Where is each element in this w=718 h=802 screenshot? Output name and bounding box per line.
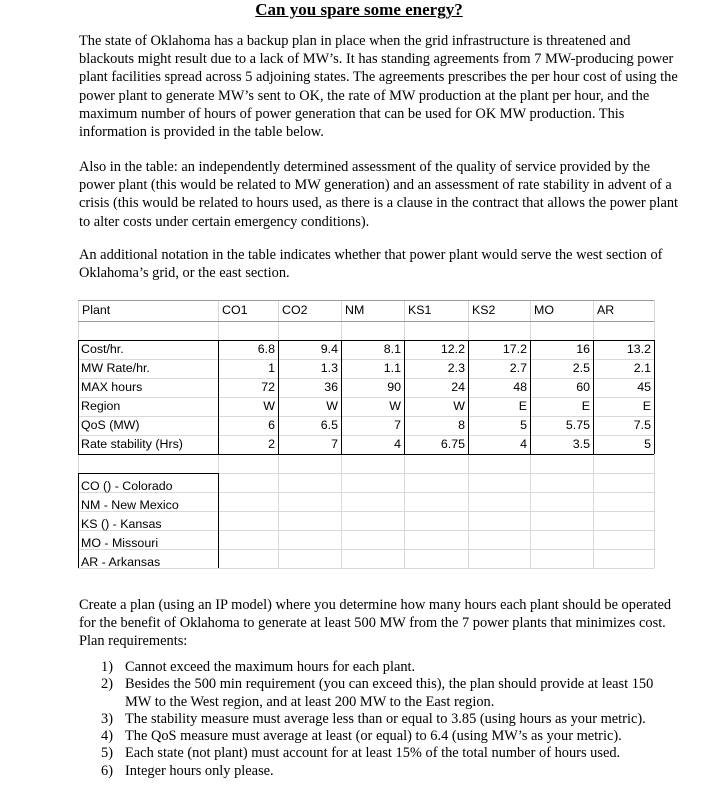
legend-item: NM - New Mexico	[81, 498, 179, 512]
requirement-number: 4)	[101, 728, 113, 745]
requirement-item	[101, 711, 681, 728]
requirement-item	[101, 676, 681, 711]
requirement-text: Cannot exceed the maximum hours for each plant.	[125, 659, 416, 675]
table-cell: E	[642, 399, 651, 413]
table-cell: 45	[637, 380, 651, 394]
table-cell: 60	[576, 380, 590, 394]
row-label: MAX hours	[81, 380, 143, 394]
requirement-text: The stability measure must average less than or equal to 3.85 (using hours as your metric).	[125, 710, 646, 727]
requirement-number: 5)	[101, 745, 113, 762]
requirement-text: Each state (not plant) must account for at least 15% of the total number of hours used.	[125, 745, 621, 762]
table-cell: 5	[520, 418, 527, 432]
row-label: Cost/hr.	[81, 342, 124, 356]
table-cell: W	[263, 399, 275, 413]
table-cell: 1.3	[320, 361, 338, 375]
table-cell: 17.2	[502, 342, 527, 356]
table-cell: 2.1	[633, 361, 651, 375]
table-cell: 48	[513, 380, 527, 394]
table-cell: 4	[394, 437, 401, 451]
table-cell: 6.8	[257, 342, 275, 356]
requirement-text: Besides the 500 min requirement (you can exceed this), the plan should provide at least 150 MW to the West region, and at least 200 MW to the East region.	[125, 676, 654, 710]
table-cell: 5.75	[565, 418, 590, 432]
table-cell: 2.3	[447, 361, 465, 375]
column-header-mo: MO	[534, 303, 554, 317]
row-label: QoS (MW)	[81, 418, 140, 432]
requirement-item	[101, 763, 681, 780]
legend-item: AR - Arkansas	[81, 555, 161, 569]
table-cell: W	[389, 399, 401, 413]
table-cell: 8	[458, 418, 465, 432]
plan-intro: Create a plan (using an IP model) where you determine how many hours each plant should be operated for the benefit of Oklahoma to generate at least 500 MW from the 7 power plants that minimizes cost. Plan requirements:	[79, 597, 672, 650]
table-cell: 2	[268, 437, 275, 451]
table-cell: 6	[268, 418, 275, 432]
table-cell: 24	[451, 380, 465, 394]
row-label: Rate stability (Hrs)	[81, 437, 183, 451]
requirement-number: 6)	[101, 762, 113, 779]
row-label: MW Rate/hr.	[81, 361, 150, 375]
requirement-number: 1)	[101, 659, 113, 675]
table-cell: 4	[520, 437, 527, 451]
table-cell: 7	[331, 437, 338, 451]
table-cell: 9.4	[320, 342, 338, 356]
table-cell: E	[581, 399, 590, 413]
region-paragraph: An additional notation in the table indicates whether that power plant would serve the west section of Oklahoma’s grid, or the east section.	[79, 247, 663, 282]
table-cell: W	[453, 399, 465, 413]
table-cell: 6.75	[440, 437, 465, 451]
column-header-ks2: KS2	[472, 303, 496, 317]
requirement-number: 3)	[101, 710, 113, 727]
column-header-ks1: KS1	[408, 303, 432, 317]
column-header-co1: CO1	[222, 303, 248, 317]
table-cell: 2.7	[509, 361, 527, 375]
requirement-number: 2)	[101, 676, 113, 693]
row-label: Region	[81, 399, 121, 413]
column-header-ar: AR	[597, 303, 615, 317]
table-cell: 13.2	[626, 342, 651, 356]
column-header-nm: NM	[345, 303, 365, 317]
table-cell: 1	[268, 361, 275, 375]
legend-item: KS () - Kansas	[81, 517, 162, 531]
table-cell: 2.5	[572, 361, 590, 375]
table-cell: 8.1	[383, 342, 401, 356]
table-cell: 7.5	[633, 418, 651, 432]
requirement-item	[101, 728, 681, 745]
table-cell: 72	[261, 380, 275, 394]
table-cell: 12.2	[440, 342, 465, 356]
legend-item: MO - Missouri	[81, 536, 159, 550]
table-cell: 7	[394, 418, 401, 432]
table-corner-header: Plant	[82, 303, 111, 317]
intro-paragraph: The state of Oklahoma has a backup plan in place when the grid infrastructure is threatened and blackouts might result due to a lack of MW’s. It has standing agreements from 7 MW-producing power plant facilities spread across 5 adjoining states. The agreements prescribes the per hour cost of using the power plant to generate MW’s sent to OK, the rate of MW production at the plant per hour, and the maximum number of hours of power generation that can be used for OK MW production. This information is provided in the table below.	[79, 33, 678, 141]
requirement-text: The QoS measure must average at least (or equal) to 6.4 (using MW’s as your metric).	[125, 728, 622, 745]
table-cell: 36	[324, 380, 338, 394]
table-cell: 5	[644, 437, 651, 451]
page-title: Can you spare some energy?	[255, 0, 463, 19]
requirements-list	[101, 659, 681, 780]
table-cell: 6.5	[320, 418, 338, 432]
assessment-paragraph: Also in the table: an independently determined assessment of the quality of service provided by the power plant (this would be related to MW generation) and an assessment of rate stability in advent of a crisis (this would be related to hours used, as there is a clause in the contract that allows the power plant to alter costs under certain emergency conditions).	[79, 159, 679, 230]
requirement-item	[101, 659, 681, 676]
table-cell: 1.1	[383, 361, 401, 375]
table-cell: E	[518, 399, 527, 413]
table-cell: W	[326, 399, 338, 413]
legend-item: CO () - Colorado	[81, 479, 173, 493]
requirement-item	[101, 745, 681, 762]
table-cell: 90	[387, 380, 401, 394]
column-header-co2: CO2	[282, 303, 308, 317]
table-cell: 3.5	[572, 437, 590, 451]
table-cell: 16	[576, 342, 590, 356]
requirement-text: Integer hours only please.	[125, 762, 274, 779]
